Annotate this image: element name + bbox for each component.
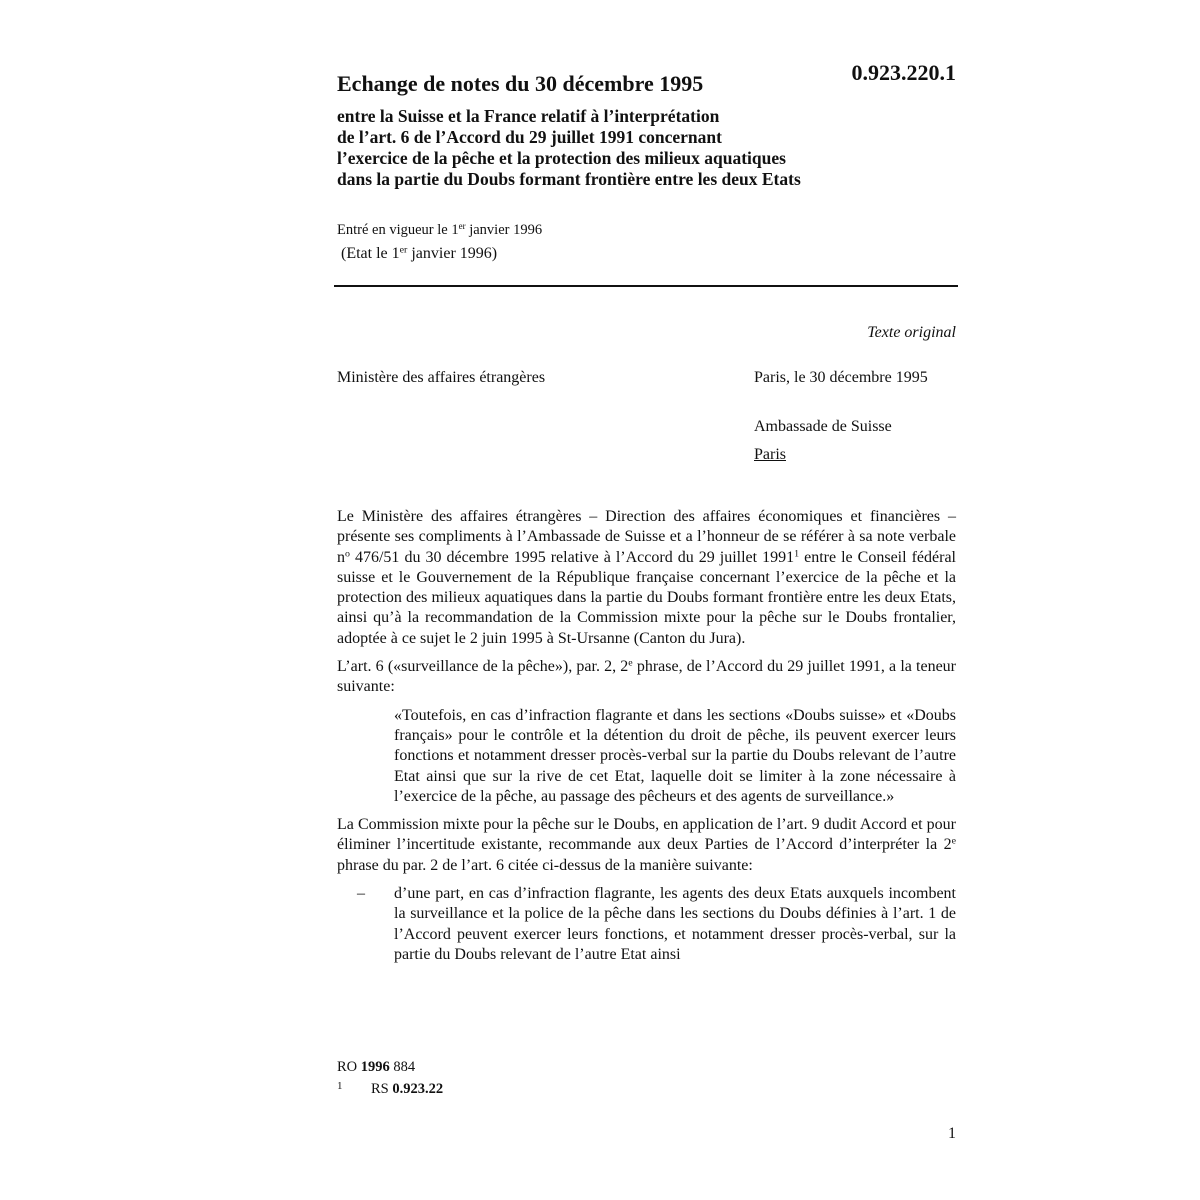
footnote-ro	[337, 1059, 415, 1076]
entry-prefix: Entré en vigueur le 1	[337, 222, 459, 238]
state-date	[341, 245, 497, 263]
page-number: 1	[948, 1125, 956, 1142]
body-paragraph-1	[337, 507, 956, 649]
addressee-city: Paris	[754, 446, 786, 463]
ro-prefix: RO	[337, 1059, 361, 1075]
subtitle-line: l’exercice de la pêche et la protection des milieux aquatiques	[337, 148, 786, 168]
original-text-label: Texte original	[867, 324, 956, 341]
ordinal-superscript: e	[951, 836, 956, 847]
number-superscript: o	[345, 548, 350, 560]
entry-into-force	[337, 222, 542, 239]
ro-page: 884	[389, 1059, 416, 1075]
footnote-reference-number: 0.923.22	[392, 1081, 444, 1097]
state-suffix: janvier 1996)	[407, 245, 498, 262]
body-text-run: entre le Conseil fédéral suisse et le Gouvernement de la République française concernant l’exercice de la pêche et la protection des milieux aquatiques dans la partie du Doubs formant frontière entre les deux Etats, ainsi qu’à la recommandation de la Commission mixte pour la pêche sur le Doubs frontalier, adoptée à ce sujet le 2 juin 1995 à St-Ursanne (Canton du Jura).	[337, 548, 956, 647]
ro-year: 1996	[360, 1059, 390, 1075]
header-divider	[334, 285, 958, 287]
addressee-name: Ambassade de Suisse	[754, 418, 892, 435]
entry-suffix: janvier 1996	[465, 222, 543, 238]
body-text-run: L’art. 6 («surveillance de la pêche»), par. 2, 2	[337, 658, 629, 676]
footnote-prefix: RS	[371, 1081, 393, 1097]
letter-sender: Ministère des affaires étrangères	[337, 369, 546, 386]
sr-number: 0.923.220.1	[851, 60, 956, 85]
entry-superscript: er	[458, 221, 466, 232]
body-paragraph-2	[337, 657, 956, 698]
document-title: Echange de notes du 30 décembre 1995	[337, 71, 704, 96]
dash-bullet: –	[357, 885, 365, 903]
body-text-run: 476/51 du 30 décembre 1995 relative à l’Accord du 29 juillet 1991	[349, 548, 795, 566]
subtitle-line: dans la partie du Doubs formant frontière entre les deux Etats	[337, 169, 801, 189]
letter-body	[337, 507, 956, 965]
letter-addressee	[754, 413, 892, 469]
ordinal-superscript: e	[628, 657, 633, 669]
body-text-run: Le Ministère des affaires étrangères – Direction des affaires économiques et financières – présente ses compliments à l’Ambassade de Suisse et a l’honneur de se référer à sa note verbale n	[337, 508, 956, 566]
quoted-article: «Toutefois, en cas d’infraction flagrante et dans les sections «Doubs suisse» et «Doubs français» pour le contrôle et la détention du droit de pêche, ils peuvent exercer leurs fonctions et notamment dresser procès-verbal sur la partie du Doubs relevant de l’autre Etat ainsi que sur la rive de cet Etat, laquelle doit se limiter à la zone nécessaire à l’exercice de la pêche, au passage des pêcheurs et des agents de surveillance.»	[394, 706, 956, 805]
footnote-mark: 1	[337, 1080, 343, 1092]
state-prefix: (Etat le 1	[341, 245, 400, 262]
footnote-1	[337, 1080, 443, 1098]
subtitle-line: entre la Suisse et la France relatif à l’interprétation	[337, 106, 720, 126]
list-item	[337, 884, 956, 965]
subtitle-line: de l’art. 6 de l’Accord du 29 juillet 1991 concernant	[337, 127, 722, 147]
body-paragraph-3	[337, 815, 956, 876]
body-text-run: La Commission mixte pour la pêche sur le Doubs, en application de l’art. 9 dudit Accord et pour éliminer l’incertitude existante, recommande aux deux Parties de l’Accord d’interpréter la 2	[337, 816, 956, 854]
list-item-text: d’une part, en cas d’infraction flagrante, les agents des deux Etats auxquels incombent la surveillance et la police de la pêche dans les sections du Doubs définies à l’art. 1 de l’Accord peuvent exercer leurs fonctions, et notamment dresser procès-verbal, sur la partie du Doubs relevant de l’autre Etat ainsi	[394, 885, 956, 963]
footnote-reference: 1	[794, 548, 800, 560]
state-superscript: er	[399, 244, 408, 256]
body-text-run: phrase du par. 2 de l’art. 6 citée ci-dessus de la manière suivante:	[337, 856, 753, 874]
document-subtitle	[337, 106, 957, 190]
letter-place-date: Paris, le 30 décembre 1995	[754, 369, 928, 386]
body-text-run: phrase, de l’Accord du 29 juillet 1991, a la teneur suivante:	[337, 658, 956, 696]
